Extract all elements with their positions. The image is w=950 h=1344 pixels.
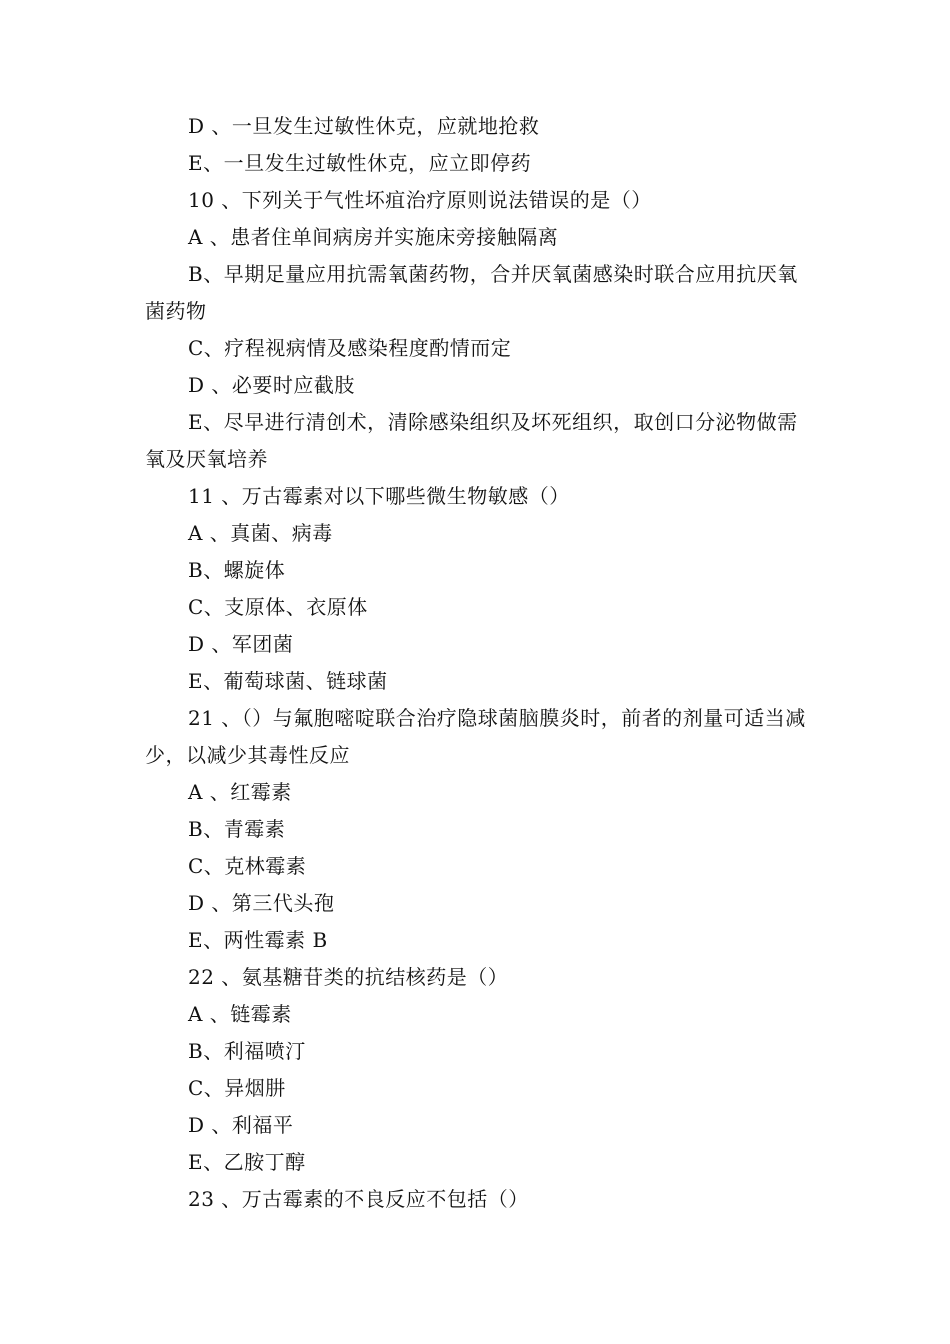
option-a-q22: A 、链霉素	[188, 1002, 292, 1026]
question-22: 22 、氨基糖苷类的抗结核药是（）	[188, 965, 509, 989]
option-b-q21: B、青霉素	[188, 817, 286, 841]
option-c-q21: C、克林霉素	[188, 854, 307, 878]
question-11: 11 、万古霉素对以下哪些微生物敏感（）	[188, 484, 570, 508]
option-d-q10: D 、必要时应截肢	[188, 373, 355, 397]
option-b-q10: B、早期足量应用抗需氧菌药物，合并厌氧菌感染时联合应用抗厌氧菌药物	[145, 262, 798, 323]
option-a-q21: A 、红霉素	[188, 780, 292, 804]
option-d-q9: D 、一旦发生过敏性休克，应就地抢救	[188, 114, 540, 138]
option-e-q21: E、两性霉素 B	[188, 928, 328, 952]
option-c-q11: C、支原体、衣原体	[188, 595, 368, 619]
option-e-q9: E、一旦发生过敏性休克，应立即停药	[188, 151, 532, 175]
question-21: 21 、（）与氟胞嘧啶联合治疗隐球菌脑膜炎时，前者的剂量可适当减少，以减少其毒性反应	[145, 706, 806, 767]
question-23: 23 、万古霉素的不良反应不包括（）	[188, 1187, 529, 1211]
option-b-q11: B、螺旋体	[188, 558, 286, 582]
option-c-q10: C、疗程视病情及感染程度酌情而定	[188, 336, 512, 360]
option-b-q22: B、利福喷汀	[188, 1039, 306, 1063]
document-body	[145, 108, 815, 1218]
option-e-q11: E、葡萄球菌、链球菌	[188, 669, 388, 693]
option-d-q11: D 、军团菌	[188, 632, 294, 656]
option-d-q21: D 、第三代头孢	[188, 891, 335, 915]
option-c-q22: C、异烟肼	[188, 1076, 286, 1100]
question-10: 10 、下列关于气性坏疽治疗原则说法错误的是（）	[188, 188, 652, 212]
option-a-q10: A 、患者住单间病房并实施床旁接触隔离	[188, 225, 559, 249]
option-a-q11: A 、真菌、病毒	[188, 521, 333, 545]
option-d-q22: D 、利福平	[188, 1113, 294, 1137]
option-e-q22: E、乙胺丁醇	[188, 1150, 306, 1174]
option-e-q10: E、尽早进行清创术，清除感染组织及坏死组织，取创口分泌物做需氧及厌氧培养	[145, 410, 798, 471]
